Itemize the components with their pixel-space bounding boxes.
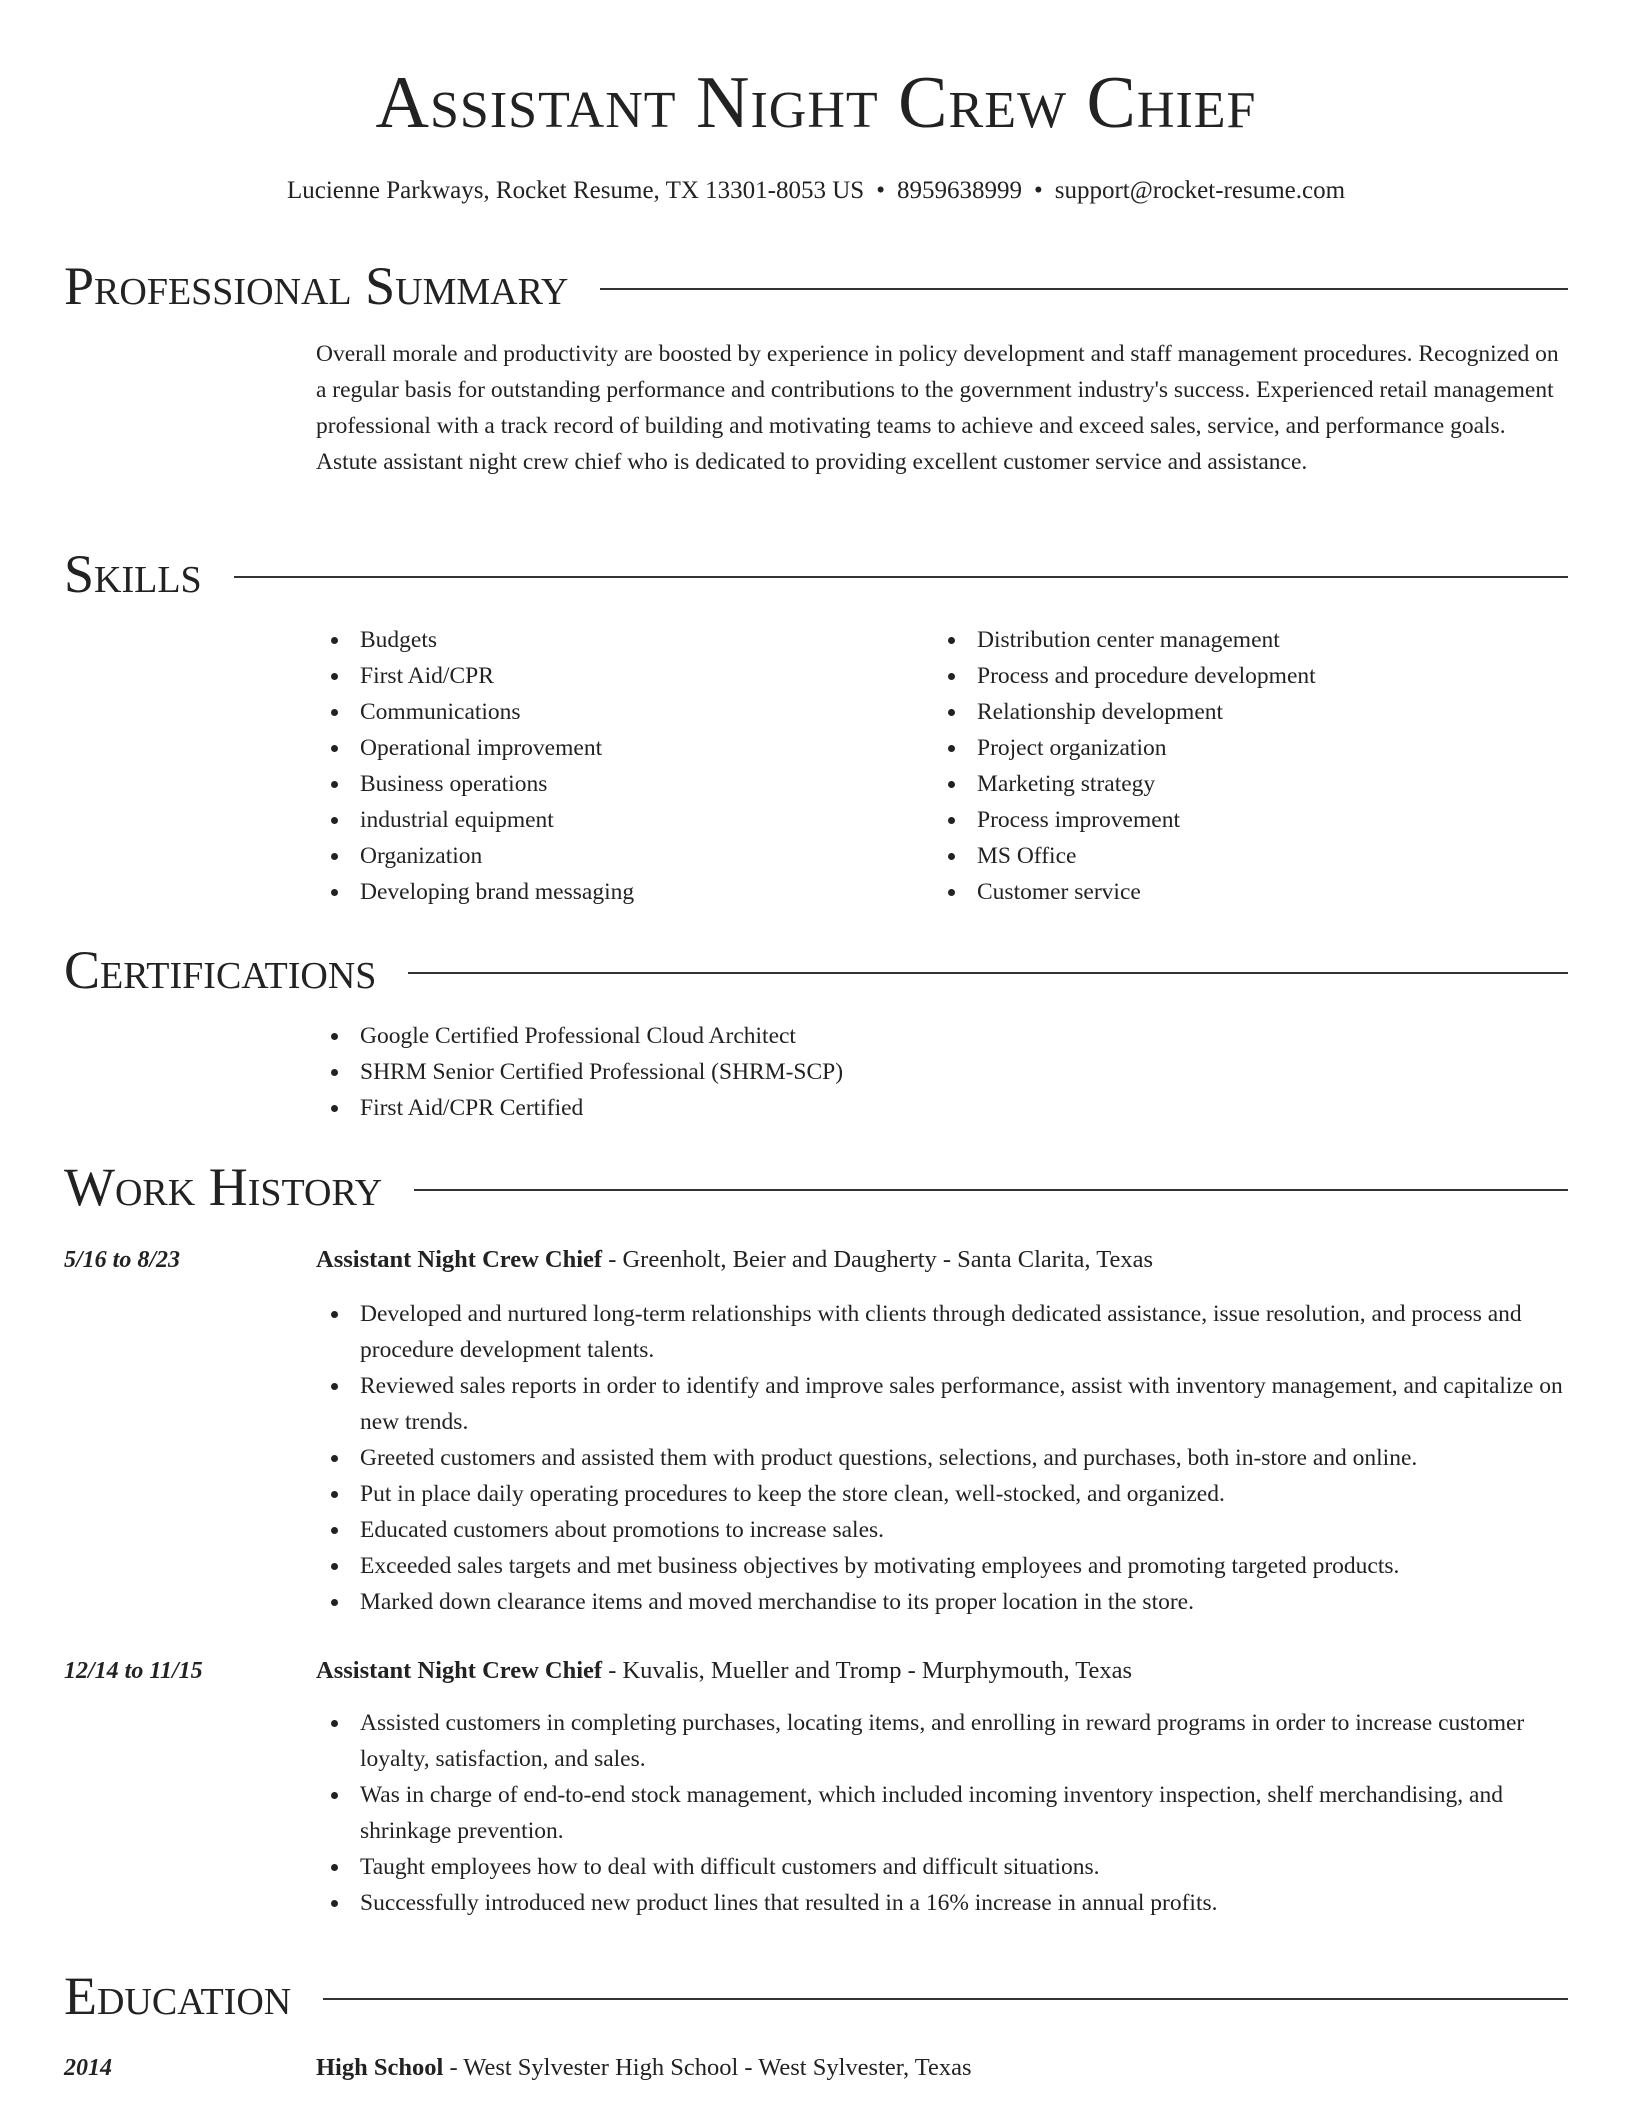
degree: High School bbox=[316, 2054, 444, 2081]
section-divider bbox=[414, 1189, 1568, 1191]
candidate-name: Assistant Night Crew Chief bbox=[375, 62, 1257, 144]
section-header-summary bbox=[64, 254, 1568, 318]
job-bullet: Educated customers about promotions to increase sales. bbox=[316, 1512, 1568, 1548]
work-entry bbox=[64, 1242, 1568, 1622]
section-header-skills bbox=[64, 542, 1568, 606]
skill-item: Project organization bbox=[933, 730, 1550, 766]
section-title: Work History bbox=[64, 1157, 383, 1217]
summary-block bbox=[316, 336, 1568, 480]
job-bullet: Taught employees how to deal with difficult customers and difficult situations. bbox=[316, 1849, 1568, 1885]
skill-item: Developing brand messaging bbox=[316, 874, 933, 910]
section-title: Education bbox=[64, 1966, 292, 2026]
summary-text: Overall morale and productivity are boosted by experience in policy development and staff management procedures. Recognized on a regular basis for outstanding performance and contributions to the government industry's success. Experienced retail management professional with a track record of building and motivating teams to achieve and exceed sales, service, and performance goals. Astute assistant night crew chief who is dedicated to providing excellent customer service and assistance. bbox=[316, 341, 1559, 475]
skill-item: Marketing strategy bbox=[933, 766, 1550, 802]
contact-separator: • bbox=[876, 177, 885, 204]
skill-item: industrial equipment bbox=[316, 802, 933, 838]
skills-column-left bbox=[316, 622, 933, 910]
education-entry bbox=[64, 2050, 1568, 2090]
contact-separator: • bbox=[1033, 177, 1043, 204]
school-details: - West Sylvester High School - West Sylvester, Texas bbox=[443, 2054, 972, 2081]
job-bullet: Greeted customers and assisted them with product questions, selections, and purchases, both in-store and online. bbox=[316, 1440, 1568, 1476]
certifications-list bbox=[316, 1018, 1568, 1126]
employer-details: - Kuvalis, Mueller and Tromp - Murphymouth, Texas bbox=[602, 1657, 1133, 1684]
section-divider bbox=[234, 576, 1568, 578]
certification-item: SHRM Senior Certified Professional (SHRM-SCP) bbox=[316, 1054, 1568, 1090]
certification-item: First Aid/CPR Certified bbox=[316, 1090, 1568, 1126]
skills-column-right bbox=[933, 622, 1550, 910]
contact-line bbox=[0, 174, 1632, 208]
employment-dates: 5/16 to 8/23 bbox=[64, 1247, 181, 1273]
employer-details: - Greenholt, Beier and Daugherty - Santa Clarita, Texas bbox=[602, 1246, 1154, 1273]
section-divider bbox=[600, 288, 1568, 290]
skill-item: Operational improvement bbox=[316, 730, 933, 766]
phone-number: 8959638999 bbox=[896, 177, 1022, 204]
section-header-education bbox=[64, 1964, 1568, 2028]
skill-item: Organization bbox=[316, 838, 933, 874]
skill-item: Process improvement bbox=[933, 802, 1550, 838]
job-title: Assistant Night Crew Chief bbox=[316, 1657, 603, 1684]
skill-item: Business operations bbox=[316, 766, 933, 802]
section-title: Certifications bbox=[64, 940, 377, 1000]
skill-item: MS Office bbox=[933, 838, 1550, 874]
education-line bbox=[316, 2050, 1568, 2086]
job-bullet: Was in charge of end-to-end stock management, which included incoming inventory inspection, shelf merchandising, and shrinkage prevention. bbox=[316, 1777, 1568, 1849]
job-bullet: Exceeded sales targets and met business objectives by motivating employees and promoting targeted products. bbox=[316, 1548, 1568, 1584]
job-bullets bbox=[316, 1705, 1568, 1921]
job-title-line bbox=[316, 1242, 1568, 1278]
skill-item: Communications bbox=[316, 694, 933, 730]
skill-item: Relationship development bbox=[933, 694, 1550, 730]
graduation-year: 2014 bbox=[64, 2055, 112, 2081]
section-title: Professional Summary bbox=[64, 256, 569, 316]
job-bullet: Reviewed sales reports in order to identify and improve sales performance, assist with inventory management, and capitalize on new trends. bbox=[316, 1368, 1568, 1440]
job-bullet: Developed and nurtured long-term relationships with clients through dedicated assistance, issue resolution, and process and procedure development talents. bbox=[316, 1296, 1568, 1368]
job-bullet: Put in place daily operating procedures to keep the store clean, well-stocked, and organized. bbox=[316, 1476, 1568, 1512]
job-bullet: Successfully introduced new product lines that resulted in a 16% increase in annual profits. bbox=[316, 1885, 1568, 1921]
skill-item: First Aid/CPR bbox=[316, 658, 933, 694]
skill-item: Distribution center management bbox=[933, 622, 1550, 658]
address: Lucienne Parkways, Rocket Resume, TX 13301-8053 US bbox=[286, 177, 865, 204]
skill-item: Process and procedure development bbox=[933, 658, 1550, 694]
section-title: Skills bbox=[64, 544, 202, 604]
email-address[interactable]: support@rocket-resume.com bbox=[1054, 177, 1346, 204]
employment-dates: 12/14 to 11/15 bbox=[64, 1658, 203, 1684]
job-bullets bbox=[316, 1296, 1568, 1620]
job-bullet: Assisted customers in completing purchases, locating items, and enrolling in reward programs in order to increase customer loyalty, satisfaction, and sales. bbox=[316, 1705, 1568, 1777]
job-bullet: Marked down clearance items and moved merchandise to its proper location in the store. bbox=[316, 1584, 1568, 1620]
work-entry bbox=[64, 1653, 1568, 1933]
skill-item: Budgets bbox=[316, 622, 933, 658]
skills-grid bbox=[316, 622, 1568, 910]
section-divider bbox=[323, 1998, 1568, 2000]
job-title: Assistant Night Crew Chief bbox=[316, 1246, 603, 1273]
certification-item: Google Certified Professional Cloud Architect bbox=[316, 1018, 1568, 1054]
section-header-work-history bbox=[64, 1155, 1568, 1219]
job-title-line bbox=[316, 1653, 1568, 1689]
section-divider bbox=[408, 972, 1568, 974]
certifications-block bbox=[316, 1018, 1568, 1126]
section-header-certifications bbox=[64, 938, 1568, 1002]
skill-item: Customer service bbox=[933, 874, 1550, 910]
